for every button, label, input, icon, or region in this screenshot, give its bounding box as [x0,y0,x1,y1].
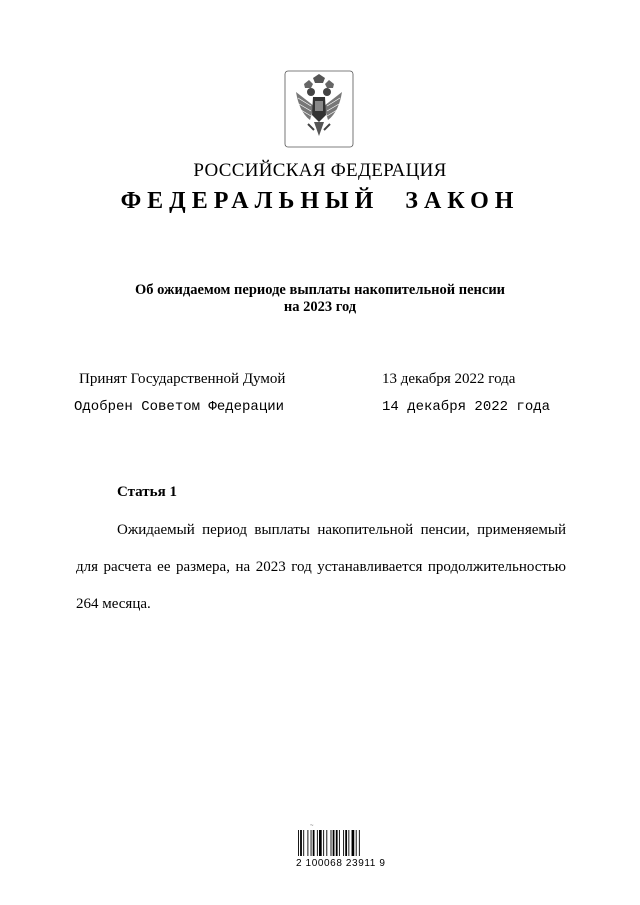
council-approval-date: 14 декабря 2022 года [382,399,551,415]
svg-text:~: ~ [310,823,314,829]
coat-of-arms-emblem-icon [284,70,354,148]
council-approval-label: Одобрен Советом Федерации [74,399,285,415]
duma-adoption-date: 13 декабря 2022 года [382,371,516,387]
country-name: РОССИЙСКАЯ ФЕДЕРАЦИЯ [193,160,447,181]
barcode-number: 2 100068 23911 9 [296,858,386,869]
article-text: Ожидаемый период выплаты накопительной пенсии, применяемый для расчета ее размера, на 2023 год устанавливается продолжительностью 264 месяца. [76,522,566,612]
law-title [0,282,640,316]
document-type: ФЕДЕРАЛЬНЫЙ ЗАКОН [120,188,520,214]
law-title-line-2: на 2023 год [283,299,357,315]
duma-adoption-label: Принят Государственной Думой [79,371,286,387]
law-title-line-1: Об ожидаемом периоде выплаты накопительной пенсии [134,282,506,298]
article-heading: Статья 1 [117,484,177,500]
